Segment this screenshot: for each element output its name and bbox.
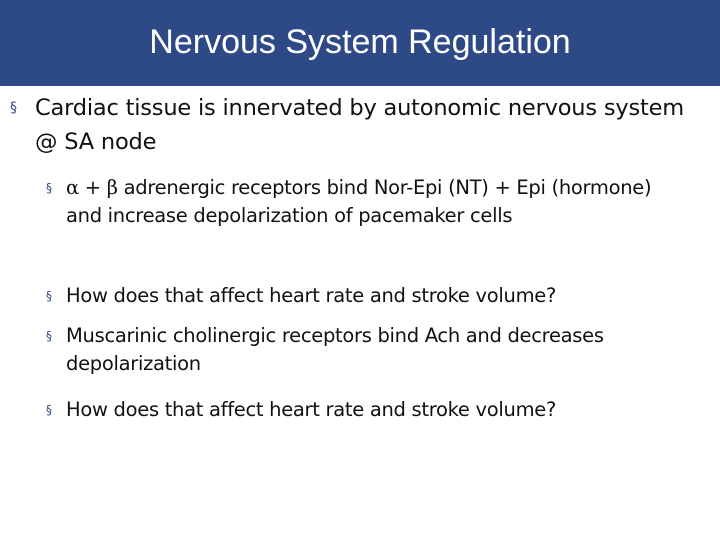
sub-bullet <box>46 174 686 230</box>
square-bullet-icon: § <box>46 329 52 343</box>
sub-bullet <box>46 396 686 424</box>
square-bullet-icon: § <box>46 289 52 303</box>
square-bullet-icon: § <box>10 100 17 116</box>
plus-text: + <box>78 176 107 199</box>
square-bullet-icon: § <box>46 181 52 195</box>
bullet-text: Cardiac tissue is innervated by autonomic nervous system @ SA node <box>35 95 684 155</box>
sub-bullet-text: How does that affect heart rate and stroke volume? <box>66 284 557 307</box>
sub-bullet <box>46 322 686 378</box>
beta-symbol: β <box>106 176 118 199</box>
square-bullet-icon: § <box>46 403 52 417</box>
sub-bullet-text <box>46 174 686 230</box>
slide-title: Nervous System Regulation <box>149 23 571 61</box>
sub-bullet-text: Muscarinic cholinergic receptors bind Ach and decreases depolarization <box>66 324 604 375</box>
sub-bullet <box>46 282 686 310</box>
alpha-symbol: α <box>66 176 79 199</box>
sub-bullet-text: How does that affect heart rate and stroke volume? <box>66 398 557 421</box>
bullet-level1 <box>10 91 700 159</box>
sub-bullet-rest: adrenergic receptors bind Nor-Epi (NT) + Epi (hormone) and increase depolarization of pacemaker cells <box>66 176 652 227</box>
title-bar <box>0 0 720 86</box>
